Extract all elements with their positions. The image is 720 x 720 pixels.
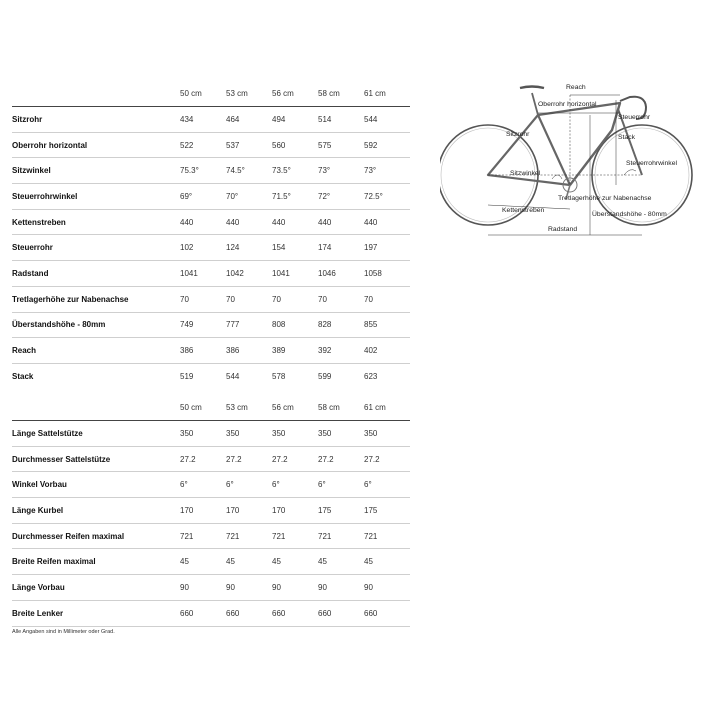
size-header: 56 cm — [272, 402, 294, 412]
cell-value: 855 — [364, 320, 378, 330]
cell-value: 175 — [364, 505, 378, 515]
cell-value: 69° — [180, 191, 193, 201]
cell-value: 70 — [318, 294, 327, 304]
cell-value: 45 — [272, 557, 281, 567]
cell-value: 45 — [180, 557, 189, 567]
table-row — [12, 209, 410, 235]
cell-value: 544 — [364, 114, 378, 124]
table-row — [12, 600, 410, 626]
size-header: 61 cm — [364, 402, 386, 412]
cell-value: 623 — [364, 371, 378, 381]
table-row — [12, 446, 410, 472]
cell-value: 434 — [180, 114, 194, 124]
cell-value: 350 — [272, 428, 286, 438]
label-reach: Reach — [566, 84, 586, 91]
cell-value: 6° — [180, 480, 188, 490]
cell-value: 578 — [272, 371, 286, 381]
label-chainstays: Kettenstreben — [502, 207, 545, 214]
size-header: 61 cm — [364, 88, 386, 98]
cell-value: 72.5° — [364, 191, 383, 201]
cell-value: 90 — [364, 582, 373, 592]
cell-value: 537 — [226, 140, 240, 150]
cell-value: 777 — [226, 320, 240, 330]
cell-value: 1041 — [272, 268, 290, 278]
cell-value: 440 — [180, 217, 194, 227]
cell-value: 71.5° — [272, 191, 291, 201]
cell-value: 440 — [318, 217, 332, 227]
cell-value: 392 — [318, 346, 332, 356]
size-header: 58 cm — [318, 88, 340, 98]
table-row — [12, 338, 410, 364]
cell-value: 73° — [318, 166, 331, 176]
seat-angle-arc — [552, 175, 562, 179]
components-header-row — [12, 394, 410, 421]
cell-value: 350 — [226, 428, 240, 438]
cell-value: 6° — [364, 480, 372, 490]
table-row — [12, 498, 410, 524]
label-bb-drop: Tretlagerhöhe zur Nabenachse — [558, 195, 652, 202]
cell-value: 70° — [226, 191, 239, 201]
cell-value: 440 — [272, 217, 286, 227]
cell-value: 175 — [318, 505, 332, 515]
cell-value: 170 — [180, 505, 194, 515]
table-row — [12, 158, 410, 184]
cell-value: 72° — [318, 191, 331, 201]
cell-value: 514 — [318, 114, 332, 124]
bike-geometry-diagram — [440, 75, 710, 250]
cell-value: 660 — [226, 608, 240, 618]
size-header: 53 cm — [226, 402, 248, 412]
label-head-angle: Steuerrohrwinkel — [626, 160, 677, 167]
cell-value: 402 — [364, 346, 378, 356]
table-row — [12, 235, 410, 261]
cell-value: 74.5° — [226, 166, 245, 176]
cell-value: 440 — [226, 217, 240, 227]
cell-value: 154 — [272, 243, 286, 253]
table-row — [12, 472, 410, 498]
label-wheelbase: Radstand — [548, 226, 578, 233]
row-label: Oberrohr horizontal — [12, 140, 88, 150]
table-row — [12, 312, 410, 338]
row-label: Durchmesser Reifen maximal — [12, 531, 125, 541]
table-row — [12, 549, 410, 575]
cell-value: 45 — [364, 557, 373, 567]
cell-value: 592 — [364, 140, 378, 150]
cell-value: 70 — [180, 294, 189, 304]
cell-value: 660 — [364, 608, 378, 618]
table-row — [12, 132, 410, 158]
row-label: Winkel Vorbau — [12, 480, 67, 490]
cell-value: 721 — [180, 531, 194, 541]
cell-value: 27.2 — [364, 454, 380, 464]
cell-value: 170 — [272, 505, 286, 515]
table-row — [12, 421, 410, 447]
cell-value: 721 — [272, 531, 286, 541]
cell-value: 75.3° — [180, 166, 199, 176]
cell-value: 808 — [272, 320, 286, 330]
cell-value: 560 — [272, 140, 286, 150]
head-angle-arc — [624, 170, 636, 175]
row-label: Breite Reifen maximal — [12, 557, 96, 567]
cell-value: 197 — [364, 243, 378, 253]
row-label: Sitzwinkel — [12, 166, 51, 176]
cell-value: 6° — [318, 480, 326, 490]
row-label: Radstand — [12, 268, 49, 278]
table-row — [12, 363, 410, 388]
components-header-label — [12, 394, 180, 421]
cell-value: 1058 — [364, 268, 382, 278]
cell-value: 1041 — [180, 268, 198, 278]
cell-value: 544 — [226, 371, 240, 381]
cell-value: 721 — [318, 531, 332, 541]
cell-value: 170 — [226, 505, 240, 515]
footnote: Alle Angaben sind in Millimeter oder Grad. — [12, 629, 115, 635]
cell-value: 660 — [272, 608, 286, 618]
cell-value: 519 — [180, 371, 194, 381]
cell-value: 350 — [364, 428, 378, 438]
cell-value: 27.2 — [180, 454, 196, 464]
cell-value: 70 — [364, 294, 373, 304]
table-row — [12, 184, 410, 210]
cell-value: 90 — [226, 582, 235, 592]
row-label: Überstandshöhe - 80mm — [12, 320, 106, 330]
size-header: 56 cm — [272, 88, 294, 98]
table-row — [12, 261, 410, 287]
cell-value: 464 — [226, 114, 240, 124]
cell-value: 174 — [318, 243, 332, 253]
saddle — [520, 87, 544, 89]
geometry-header-label — [12, 80, 180, 107]
label-seat-tube: Sitzrohr — [506, 131, 530, 138]
cell-value: 721 — [226, 531, 240, 541]
cell-value: 660 — [180, 608, 194, 618]
label-standover: Überstandshöhe - 80mm — [592, 211, 667, 218]
cell-value: 45 — [226, 557, 235, 567]
cell-value: 27.2 — [272, 454, 288, 464]
cell-value: 522 — [180, 140, 194, 150]
row-label: Reach — [12, 346, 37, 356]
cell-value: 6° — [272, 480, 280, 490]
cell-value: 90 — [180, 582, 189, 592]
row-label: Durchmesser Sattelstütze — [12, 454, 111, 464]
row-label: Länge Kurbel — [12, 505, 64, 515]
row-label: Steuerrohrwinkel — [12, 191, 78, 201]
cell-value: 1042 — [226, 268, 244, 278]
table-row — [12, 523, 410, 549]
row-label: Stack — [12, 371, 34, 381]
table-row — [12, 575, 410, 601]
cell-value: 660 — [318, 608, 332, 618]
cell-value: 27.2 — [318, 454, 334, 464]
cell-value: 70 — [272, 294, 281, 304]
cell-value: 1046 — [318, 268, 336, 278]
row-label: Kettenstreben — [12, 217, 66, 227]
row-label: Breite Lenker — [12, 608, 64, 618]
cell-value: 575 — [318, 140, 332, 150]
row-label: Länge Vorbau — [12, 582, 65, 592]
size-header: 58 cm — [318, 402, 340, 412]
row-label: Steuerrohr — [12, 243, 53, 253]
components-table — [12, 394, 410, 627]
cell-value: 27.2 — [226, 454, 242, 464]
label-stack: Stack — [618, 134, 635, 141]
cell-value: 45 — [318, 557, 327, 567]
table-row — [12, 286, 410, 312]
geometry-header-row — [12, 80, 410, 107]
cell-value: 386 — [180, 346, 194, 356]
cell-value: 389 — [272, 346, 286, 356]
row-label: Tretlagerhöhe zur Nabenachse — [12, 294, 129, 304]
table-row — [12, 107, 410, 133]
row-label: Länge Sattelstütze — [12, 428, 83, 438]
cell-value: 440 — [364, 217, 378, 227]
cell-value: 90 — [318, 582, 327, 592]
cell-value: 124 — [226, 243, 240, 253]
size-header: 50 cm — [180, 88, 202, 98]
cell-value: 350 — [180, 428, 194, 438]
cell-value: 90 — [272, 582, 281, 592]
cell-value: 494 — [272, 114, 286, 124]
row-label: Sitzrohr — [12, 114, 43, 124]
cell-value: 6° — [226, 480, 234, 490]
label-steerer: Steuerrohr — [618, 114, 651, 121]
size-header: 53 cm — [226, 88, 248, 98]
cell-value: 828 — [318, 320, 332, 330]
cell-value: 749 — [180, 320, 194, 330]
cell-value: 386 — [226, 346, 240, 356]
cell-value: 73° — [364, 166, 377, 176]
geometry-table — [12, 80, 410, 389]
label-top-tube: Oberrohr horizontal — [538, 101, 597, 108]
cell-value: 102 — [180, 243, 194, 253]
cell-value: 350 — [318, 428, 332, 438]
cell-value: 70 — [226, 294, 235, 304]
cell-value: 599 — [318, 371, 332, 381]
cell-value: 721 — [364, 531, 378, 541]
label-seat-angle: Sitzwinkel — [510, 170, 541, 177]
size-header: 50 cm — [180, 402, 202, 412]
cell-value: 73.5° — [272, 166, 291, 176]
